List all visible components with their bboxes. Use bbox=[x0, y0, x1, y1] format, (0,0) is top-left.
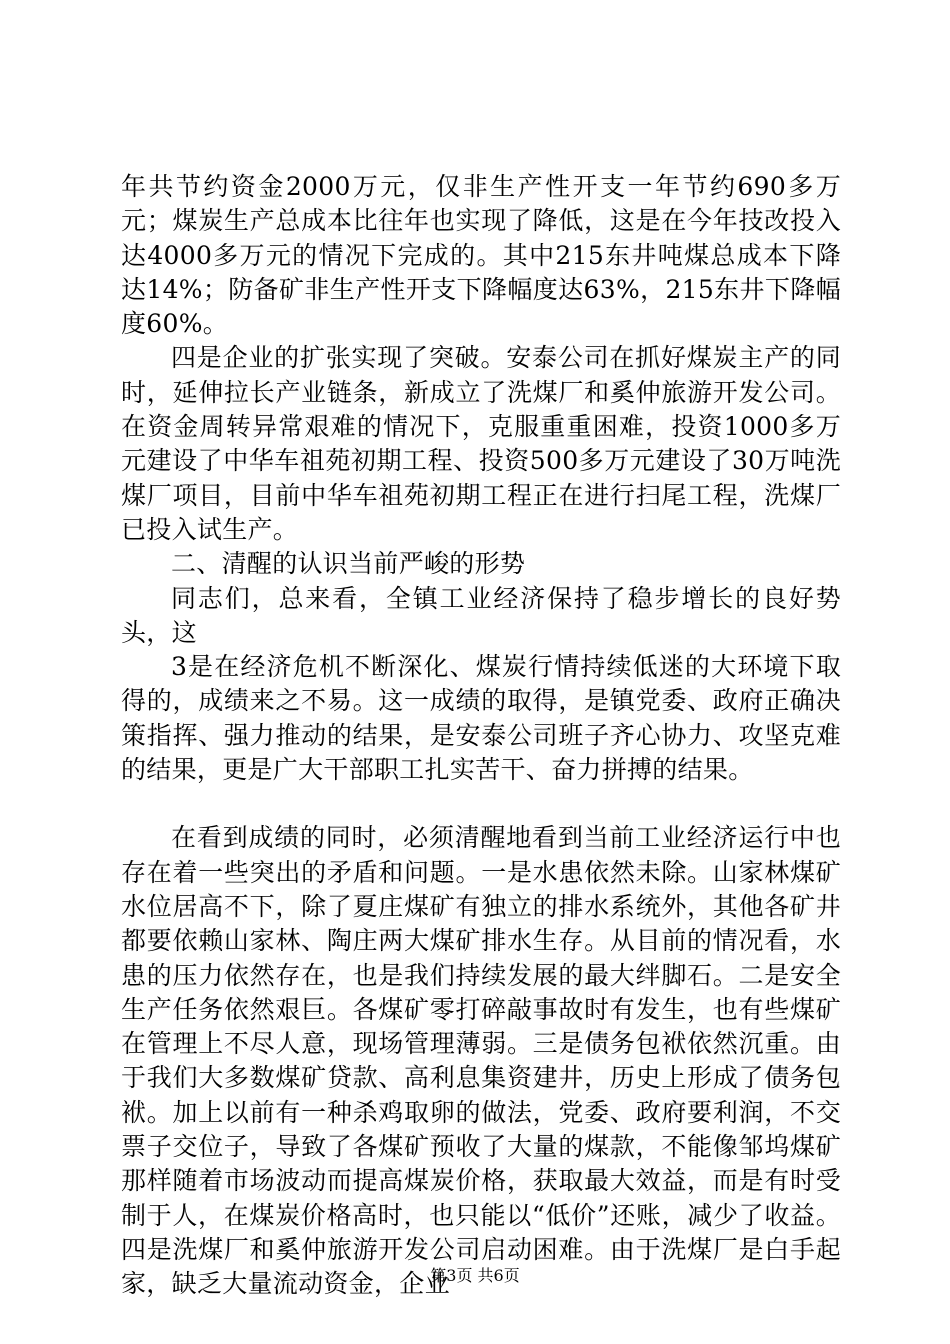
paragraph-enterprise-expansion: 四是企业的扩张实现了突破。安泰公司在抓好煤炭主产的同时，延伸拉长产业链条，新成立了洗煤厂和奚仲旅游开发公司。在资金周转异常艰难的情况下，克服重重困难，投资1000多万元建设了中华车祖苑初期工程、投资500多万元建设了30万吨洗煤厂项目，目前中华车祖苑初期工程正在进行扫尾工程，洗煤厂已投入试生产。 bbox=[121, 343, 841, 544]
page-footer bbox=[0, 1266, 950, 1286]
document-body bbox=[121, 170, 841, 1302]
paragraph-overview: 同志们，总来看，全镇工业经济保持了稳步增长的良好势头，这 bbox=[121, 583, 841, 647]
section-heading: 二、清醒的认识当前严峻的形势 bbox=[171, 549, 526, 579]
page-number-label: 第3页 共6页 bbox=[430, 1266, 520, 1285]
paragraph-cost-savings: 年共节约资金2000万元，仅非生产性开支一年节约690多万元；煤炭生产总成本比往年也实现了降低，这是在今年技改投入达4000多万元的情况下完成的。其中215东井吨煤总成本下降达14%；防备矿非生产性开支下降幅度达63%，215东井下降幅度60%。 bbox=[121, 172, 841, 339]
paragraph-spacer bbox=[121, 787, 841, 821]
paragraph-problems: 在看到成绩的同时，必须清醒地看到当前工业经济运行中也存在着一些突出的矛盾和问题。一是水患依然未除。山家林煤矿水位居高不下，除了夏庄煤矿有独立的排水系统外，其他各矿井都要依赖山家林、陶庄两大煤矿排水生存。从目前的情况看，水患的压力依然存在，也是我们持续发展的最大绊脚石。二是安全生产任务依然艰巨。各煤矿零打碎敲事故时有发生，也有些煤矿在管理上不尽人意，现场管理薄弱。三是债务包袱依然沉重。由于我们大多数煤矿贷款、高利息集资建井，历史上形成了债务包袱。加上以前有一种杀鸡取卵的做法，党委、政府要利润，不交票子交位子，导致了各煤矿预收了大量的煤款，不能像邹坞煤矿那样随着市场波动而提高煤炭价格，获取最大效益，而是有时受制于人，在煤炭价格高时，也只能以“低价”还账，减少了收益。四是洗煤厂和奚仲旅游开发公司启动困难。由于洗煤厂是白手起家，缺乏大量流动资金，企业 bbox=[121, 823, 841, 1299]
paragraph-achievement: 3是在经济危机不断深化、煤炭行情持续低迷的大环境下取得的，成绩来之不易。这一成绩的取得，是镇党委、政府正确决策指挥、强力推动的结果，是安泰公司班子齐心协力、攻坚克难的结果，更是广大干部职工扎实苦干、奋力拼搏的结果。 bbox=[121, 652, 841, 785]
